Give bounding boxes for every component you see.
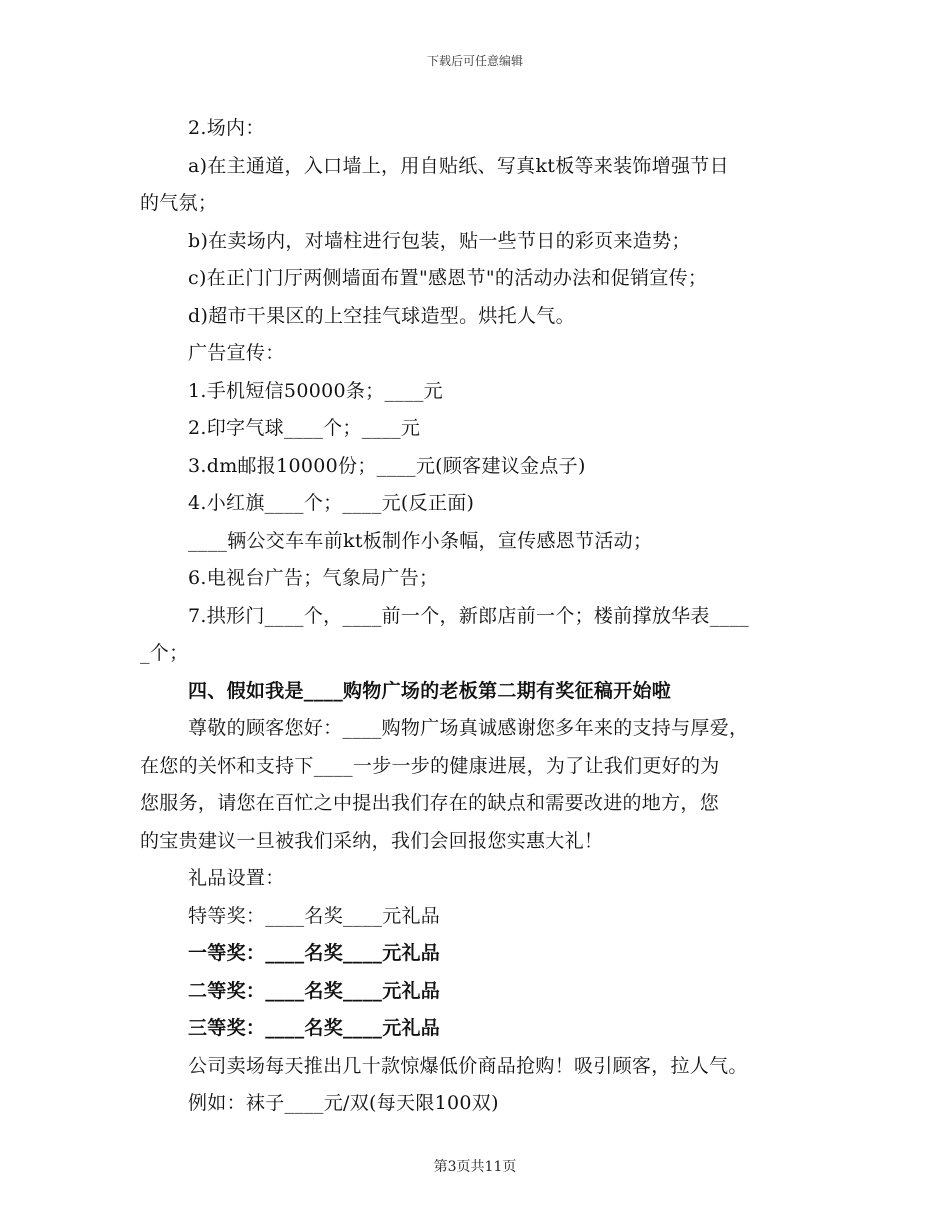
text-line: 尊敬的顾客您好：____购物广场真诚感谢您多年来的支持与厚爱，: [188, 717, 749, 739]
text-line: _个；: [140, 642, 189, 664]
text-line: ____辆公交车车前kt板制作小条幅，宣传感恩节活动；: [188, 529, 653, 552]
text-line: a)在主通道，入口墙上，用自贴纸、写真kt板等来装饰增强节日: [188, 154, 729, 177]
text-line: 在您的关怀和支持下____一步一步的健康进展，为了让我们更好的为: [140, 754, 720, 777]
text-line: b)在卖场内，对墙柱进行包装，贴一些节日的彩页来造势；: [188, 229, 691, 252]
text-line: d)超市干果区的上空挂气球造型。烘托人气。: [188, 304, 575, 327]
text-line: 例如：袜子____元/双(每天限100双): [188, 1092, 499, 1114]
text-line: 特等奖：____名奖____元礼品: [188, 904, 441, 927]
document-body: [140, 110, 810, 1123]
page-footer: 第3页共11页: [433, 1159, 517, 1175]
text-line: 3.dm邮报10000份；____元(顾客建议金点子): [188, 454, 586, 477]
text-line: 三等奖：____名奖____元礼品: [188, 1017, 441, 1039]
text-line: 二等奖：____名奖____元礼品: [188, 979, 441, 1002]
text-line: 您服务，请您在百忙之中提出我们存在的缺点和需要改进的地方，您: [140, 792, 720, 814]
text-line: 广告宣传：: [188, 342, 285, 364]
text-line: 1.手机短信50000条；____元: [188, 379, 443, 402]
text-line: 四、假如我是____购物广场的老板第二期有奖征稿开始啦: [188, 679, 672, 702]
text-line: 7.拱形门____个，____前一个，新郎店前一个；楼前撑放华表____: [188, 604, 749, 627]
text-line: 2.印字气球____个；____元: [188, 417, 421, 439]
text-line: 的气氛；: [140, 192, 218, 214]
text-line: c)在正门门厅两侧墙面布置"感恩节"的活动办法和促销宣传；: [188, 267, 708, 289]
text-line: 6.电视台广告；气象局广告；: [188, 567, 439, 589]
text-line: 的宝贵建议一旦被我们采纳，我们会回报您实惠大礼！: [140, 829, 604, 852]
text-line: 礼品设置：: [188, 867, 285, 889]
text-line: 2.场内：: [188, 117, 265, 139]
text-line: 公司卖场每天推出几十款惊爆低价商品抢购！吸引顾客，拉人气。: [188, 1054, 748, 1077]
text-line: 4.小红旗____个；____元(反正面): [188, 492, 475, 514]
text-line: 一等奖：____名奖____元礼品: [188, 942, 441, 964]
page-header: 下载后可任意编辑: [426, 54, 523, 68]
